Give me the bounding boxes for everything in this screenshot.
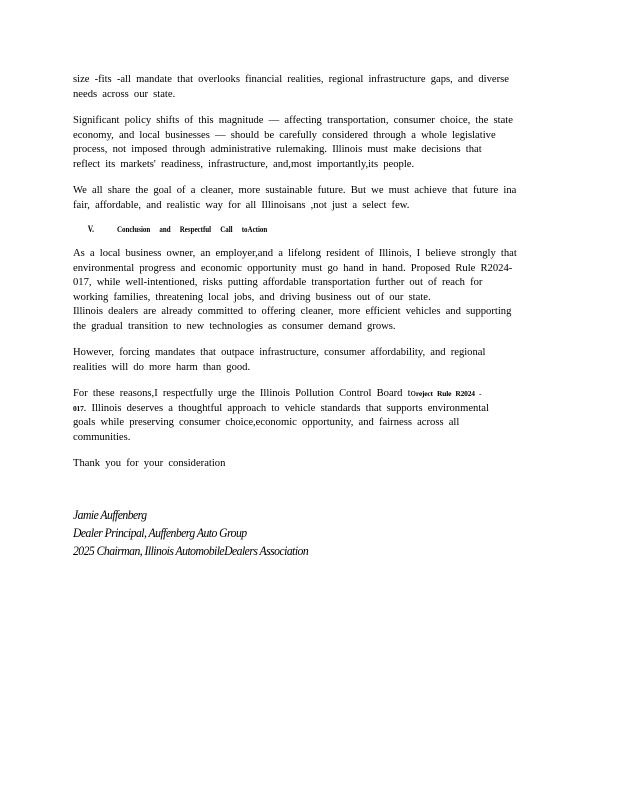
rule-number-emphasis: 017 xyxy=(73,403,84,413)
text-line: We all share the goal of a cleaner, more sustainable future. But we must achieve that future ina xyxy=(73,185,517,196)
text-line: goals while preserving consumer choice,economic opportunity, and fairness across all xyxy=(73,417,460,428)
text-line: Thank you for your consideration xyxy=(73,458,226,469)
signer-title: Dealer Principal, Auffenberg Auto Group xyxy=(73,525,247,540)
text-line xyxy=(73,402,541,417)
text-line: communities. xyxy=(73,431,131,443)
section-title: Conclusion and Respectful Call toAction xyxy=(116,224,268,234)
reasons-line-1-text: For these reasons,I respectfully urge the Illinois Pollution Control Board to xyxy=(73,388,416,399)
text-line: size -fits -all mandate that overlooks financial realities, regional infrastructure gaps, and diverse xyxy=(73,74,509,85)
letter-body xyxy=(73,73,541,472)
signer-name: Jamie Auffenberg xyxy=(73,507,147,522)
conclusion-paragraph xyxy=(73,247,541,334)
text-line: 017, while well-intentioned, risks putting affordable transportation further out of reach for xyxy=(73,277,483,288)
text-line: economy, and local businesses — should be carefully considered through a whole legislative xyxy=(73,129,496,141)
text-line: reflect its markets' readiness, infrastructure, and,most importantly,its people. xyxy=(73,158,415,170)
however-paragraph xyxy=(73,346,541,375)
intro-paragraph xyxy=(73,73,541,102)
text-line: realities will do more harm than good. xyxy=(73,361,251,373)
text-line: environmental progress and economic opportunity must go hand in hand. Proposed Rule R2024- xyxy=(73,262,513,274)
reject-rule-emphasis: reject Rule R2024 - xyxy=(415,389,482,398)
signature-block xyxy=(73,506,473,560)
text-line: Significant policy shifts of this magnitude — affecting transportation, consumer choice, the state xyxy=(73,115,513,126)
goal-paragraph xyxy=(73,184,541,213)
section-heading xyxy=(73,223,457,235)
text-line: process, not imposed through administrative rulemaking. Illinois must make decisions that xyxy=(73,144,482,155)
text-line: needs across our state. xyxy=(73,88,176,100)
closing-line xyxy=(73,457,541,472)
policy-paragraph xyxy=(73,114,541,172)
reasons-line-2-text: . Illinois deserves a thoughtful approach to vehicle standards that supports environmental xyxy=(83,402,489,414)
section-number: V. xyxy=(87,224,94,234)
text-line: Illinois dealers are already committed to offering cleaner, more efficient vehicles and supporting xyxy=(73,306,512,317)
text-line: As a local business owner, an employer,and a lifelong resident of Illinois, I believe strongly that xyxy=(73,248,517,259)
signer-role: 2025 Chairman, Illinois AutomobileDealers Association xyxy=(73,543,309,558)
text-line: the gradual transition to new technologies as consumer demand grows. xyxy=(73,320,396,332)
text-line: working families, threatening local jobs, and driving business out of our state. xyxy=(73,291,431,303)
text-line xyxy=(73,387,541,402)
text-line: fair, affordable, and realistic way for all Illinoisans ,not just a select few. xyxy=(73,199,410,211)
text-line: However, forcing mandates that outpace infrastructure, consumer affordability, and regional xyxy=(73,347,486,358)
reasons-paragraph xyxy=(73,387,541,445)
